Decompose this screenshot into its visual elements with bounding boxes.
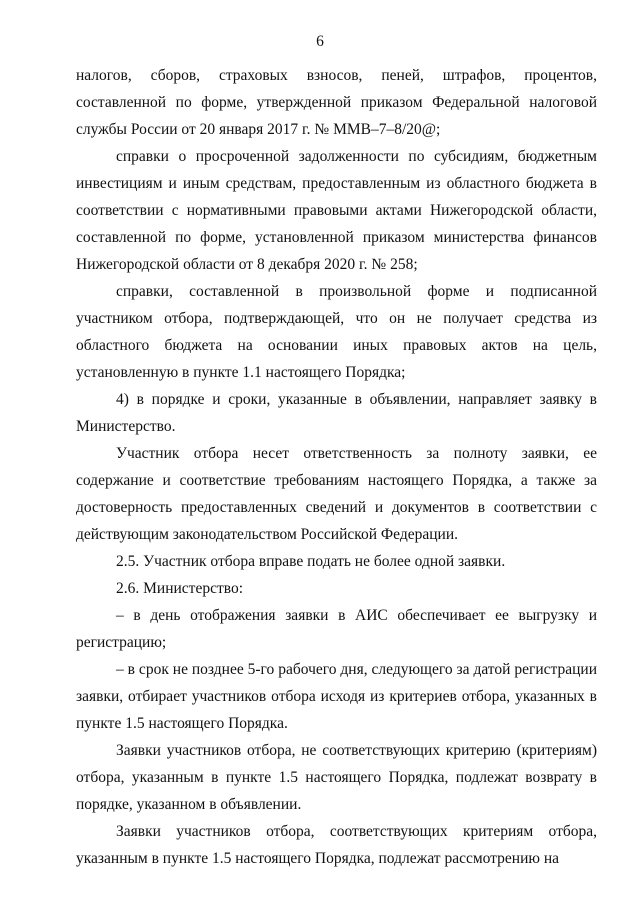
paragraph-participant-responsibility: Участник отбора несет ответственность за полноту заявки, ее содержание и соответствие требованиям настоящего Порядка, а также за достоверность предоставленных сведений и документов в соответствии с действующим законодательством Российской Федерации. (76, 445, 597, 543)
paragraph-2-6-dash-2: – в срок не позднее 5-го рабочего дня, следующего за датой регистрации заявки, отбирает участников отбора исходя из критериев отбора, указанных в пункте 1.5 настоящего Порядка. (76, 661, 597, 732)
paragraph-item-4: 4) в порядке и сроки, указанные в объявлении, направляет заявку в Министерство. (76, 391, 597, 435)
paragraph-overdue-debt-certificate: справки о просроченной задолженности по субсидиям, бюджетным инвестициям и иным средствам, предоставленным из областного бюджета в соответствии с нормативными правовыми актами Нижегородской области, составленной по форме, установленной приказом министерства финансов Нижегородской области от 8 декабря 2020 г. № 258; (76, 148, 597, 273)
paragraph-2-5: 2.5. Участник отбора вправе подать не более одной заявки. (116, 553, 506, 570)
paragraph-free-form-certificate: справки, составленной в произвольной форме и подписанной участником отбора, подтверждающей, что он не получает средства из областного бюджета на основании иных правовых актов на цель, установленную в пункте 1.1 настоящего Порядка; (76, 283, 597, 381)
paragraph-2-6: 2.6. Министерство: (116, 580, 243, 597)
page-number: 6 (316, 33, 324, 50)
paragraph-rejected-applications: Заявки участников отбора, не соответствующих критерию (критериям) отбора, указанным в пункте 1.5 настоящего Порядка, подлежат возврату в порядке, указанном в объявлении. (76, 742, 597, 813)
paragraph-2-6-dash-1: – в день отображения заявки в АИС обеспечивает ее выгрузку и регистрацию; (76, 607, 597, 651)
document-body (76, 62, 597, 872)
paragraph-accepted-applications: Заявки участников отбора, соответствующих критериям отбора, указанным в пункте 1.5 настоящего Порядка, подлежат рассмотрению на (76, 823, 597, 867)
paragraph-tax-certificate-continuation: налогов, сборов, страховых взносов, пеней, штрафов, процентов, составленной по форме, утвержденной приказом Федеральной налоговой службы России от 20 января 2017 г. № ММВ–7–8/20@; (76, 67, 597, 138)
